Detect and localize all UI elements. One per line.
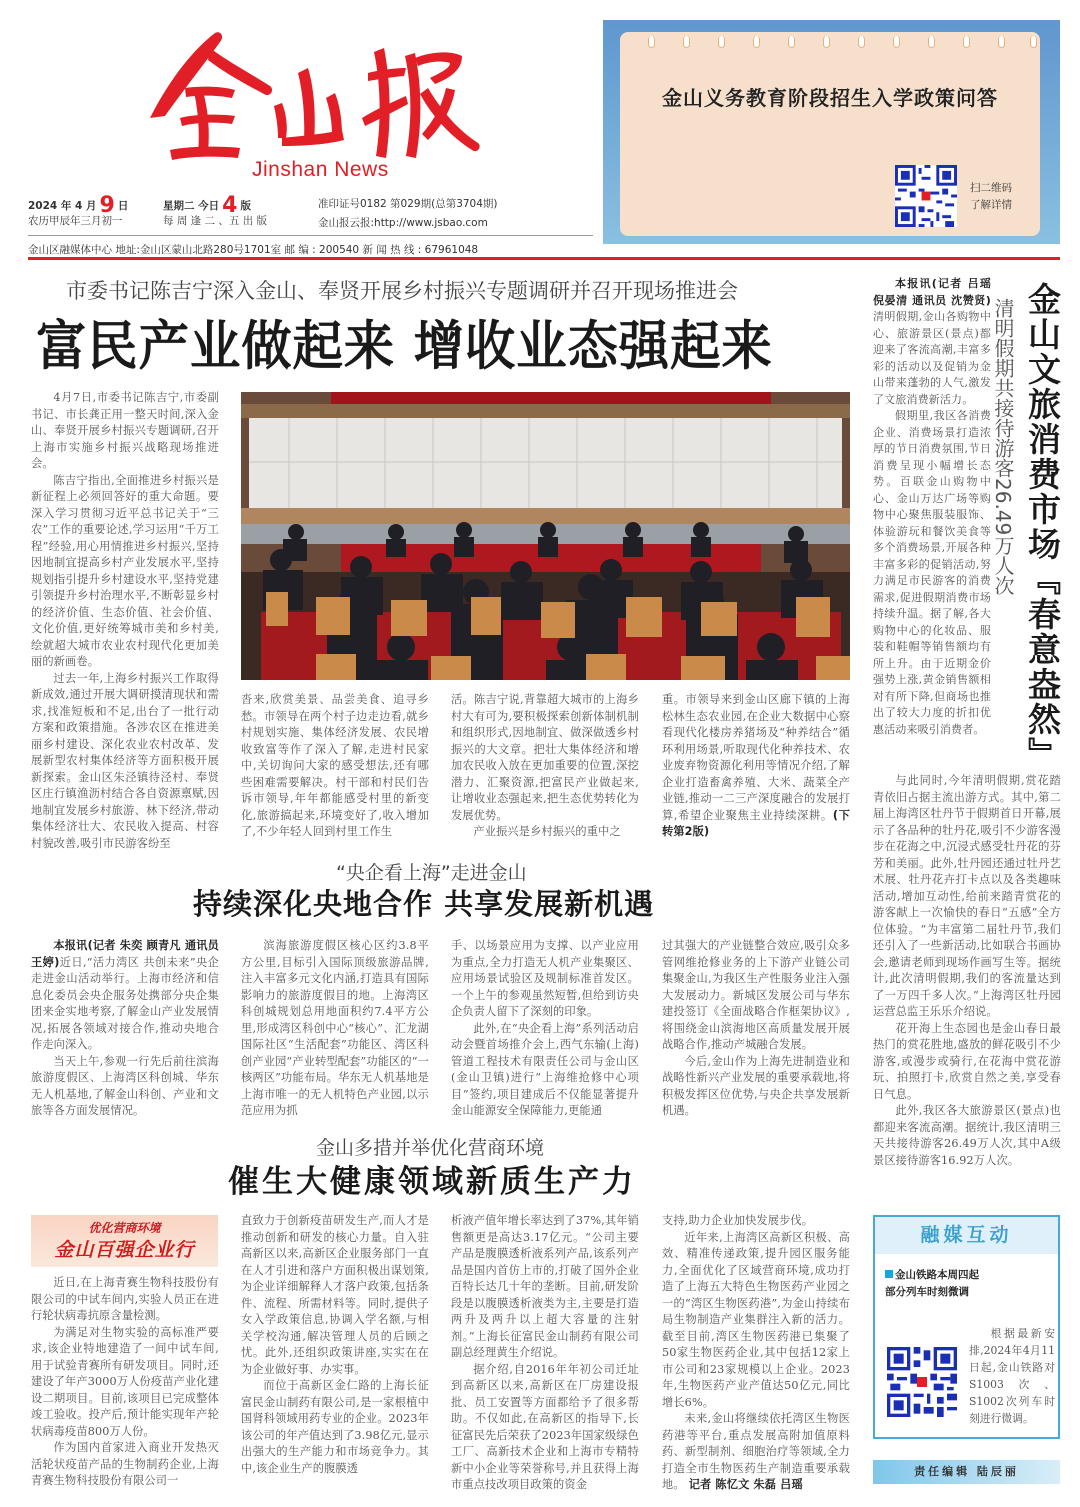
lead-col-2: [241, 692, 429, 841]
story3-col-1: [31, 1275, 219, 1490]
conference-photo-icon: [241, 392, 850, 680]
date-year-month: 2024 年 4 月: [28, 200, 97, 212]
lead-col-4: [662, 692, 850, 841]
address-line: 金山区融媒体中心 地址:金山区蒙山北路280号1701室 邮 编 : 200540 新 闻 热 线 : 67961048: [28, 244, 479, 256]
story3-headline: 催生大健康领域新质生产力: [228, 1164, 636, 1200]
page-suffix: 版: [240, 200, 251, 212]
paragraph: 产业振兴是乡村振兴的重中之: [473, 825, 621, 838]
paragraph: 今后,金山作为上海先进制造业和战略性新兴产业发展的重要承载地,将积极发挥区位优势,与央企共享发展新机遇。: [662, 1054, 850, 1117]
ring-icon: [1030, 36, 1037, 48]
paragraph: 近日,“活力湾区 共创未来”央企走进金山活动举行。上海市经济和信息化委员会央企服务处携部分央企集团来金实地考察,了解金山产业发展情况,拓展各领域对接合作,推动央地合作走向深入。: [31, 955, 219, 1051]
paragraph: 活。陈吉宁说,背靠超大城市的上海乡村大有可为,要积极探索创新体制机制和组织形式,因地制宜、做深做透乡村振兴的大文章。把壮大集体经济和增加农民收入放在更加重要的位置,深挖潜力、汇聚资源,把富民产业做起来,让增收业态强起来,把生态优势转化为发展优势。: [451, 693, 639, 822]
media-item-title[interactable]: [885, 1267, 979, 1301]
ad-title: 金山义务教育阶段招生入学政策问答: [662, 86, 998, 110]
paragraph: 而位于高新区金仁路的上海长征富民金山制药有限公司,是一家根植中国肾科领域用药专业的企业。2023年该公司的年产值达到了3.98亿元,显示出强大的生产能力和市场竞争力。其中,该企业生产的腹膜透: [241, 1379, 429, 1475]
paragraph: 手、以场景应用为支撑、以产业应用为重点,全力打造无人机产业集聚区、应用场景试验区及规制标准首发区。一个上午的参观虽然短暂,但给到访央企负责人留下了深刻的印象。: [451, 939, 639, 1018]
byline: (记者 吕瑶 倪晏清 通讯员 沈赞贤): [873, 277, 991, 307]
paragraph: 直致力于创新疫苗研发生产,而人才是推动创新和研发的核心力量。自入驻高新区以来,高新区企业服务部门一直在人才引进和落户方面积极出谋划策,为企业详细解释人才落户政策,包括条件、流程、所需材料等。同时,提供子女入学政策信息,协调入学名额,与相关学校沟通,解决管理人员的后顾之忧。此外,还组织政策讲座,实实在在为企业做好事、办实事。: [241, 1214, 429, 1376]
paragraph: 过其强大的产业链整合效应,吸引众多管网维抢修业务的上下游产业链公司集聚金山,为我区生产性服务业注入强大发展动力。新城区发展公司与华东建投签订《全面战略合作框架协议》,将围绕金山滨海地区高质量发展开展战略合作,推动产城融合发展。: [662, 939, 850, 1051]
paragraph: 近日,在上海青赛生物科技股份有限公司的中试车间内,实验人员正在进行轮状病毒抗原含量检测。: [31, 1276, 219, 1322]
paragraph: 根据最新安排,2024年4月11日起,金山铁路对S1003次、S1002次列车时刻进行微调。: [969, 1327, 1055, 1425]
signature: 记者 陈忆文 朱磊 吕瑶: [688, 1478, 803, 1491]
paragraph: 假期里,我区各消费企业、消费场景打造浓厚的节日消费氛围,节日消费呈现小幅增长态势。百联金山购物中心、金山万达广场等购物中心聚焦服装服饰、体验游玩和餐饮美食等多个消费场景,开展各种丰富多彩的促销活动,努力满足市民游客的消费需求,促进假期消费市场持续升温。据了解,各大购物中心的化妆品、服装和鞋帽等销售额均有所上升。由于近期金价强势上涨,黄金销售额相对有所下降,但商场也推出了较大力度的折扣优惠活动来吸引消费者。: [873, 409, 991, 736]
cloud-url[interactable]: 金山报云报:http://www.jsbao.com: [318, 217, 488, 229]
media-item-title-line: 金山铁路本周四起: [895, 1269, 979, 1281]
story2-col-2: [241, 938, 429, 1120]
paragraph: 当天上午,参观一行先后前往滨海旅游度假区、上海湾区科创城、华东无人机基地,了解金山科创、产业和文旅等各方面发展情况。: [31, 1054, 219, 1117]
ring-icon: [753, 36, 760, 48]
banner-tagline: 优化营商环境: [88, 1221, 161, 1235]
paragraph: 滨海旅游度假区核心区约3.8平方公里,目标引入国际顶级旅游品牌,注入丰富多元文化内涵,打造具有国际影响力的旅游度假目的地。上海湾区科创城规划总用地面积约7.4平方公里,形成湾区科创中心“核心”、汇龙湖国际社区“生活配套”功能区、湾区科创产业园“产业转型配套”功能区的“一核两区”功能布局。华东无人机基地是上海市唯一的无人机特色产业园,以示范应用为抓: [241, 939, 429, 1117]
paragraph: 此外,我区各大旅游景区(景点)也都迎来客流高潮。据统计,我区清明三天共接待游客26.49万人次,其中A级景区接待游客16.92万人次。: [873, 1104, 1061, 1167]
story2-col-1: [31, 938, 219, 1120]
ad-notepad: [620, 32, 1040, 236]
ring-icon: [683, 36, 690, 48]
qr-code-icon[interactable]: [895, 165, 957, 227]
qr-caption-line: 了解详情: [970, 199, 1012, 211]
lead-col-3: [451, 692, 639, 841]
paragraph: 此外,在“央企看上海”系列活动启动会暨首场推介会上,西气东输(上海)管道工程技术有限责任公司与金山区(金山卫镇)进行“上海维抢修中心项目”签约,项目建成后不仅能显著提升金山能源安全保障能力,更能通: [451, 1021, 639, 1117]
lead-col-1: [31, 390, 219, 852]
qr-caption-line: 扫二维码: [970, 182, 1012, 194]
paragraph: 析液产值年增长率达到了37%,其年销售额更是高达3.17亿元。“公司主要产品是腹膜透析液系列产品,该系列产品是国内首仿上市的,打破了国外企业百特长达几十年的垄断。目前,研发阶段是以腹膜透析液类为主,主要是打造两升及两升以上超大容量的注射剂。”上海长征富民金山制药有限公司副总经理黄生介绍说。: [451, 1214, 639, 1359]
story3-kicker: 金山多措并举优化营商环境: [316, 1137, 545, 1159]
paragraph: 清明假期,金山各购物中心、旅游景区(景点)都迎来了客流高潮,丰富多彩的活动以及促销为金山带来蓬勃的人气,激发了文旅消费新活力。: [873, 310, 991, 406]
story2-col-4: [662, 938, 850, 1120]
paragraph: 过去一年,上海乡村振兴工作取得新成效,通过开展大调研摸清现状和需求,找准短板和不足,出台了一批行动方案和政策措施。各涉农区在推进美丽乡村建设、深化农业农村改革、发展新型农村集体经济等方面积极开展新探索。金山区朱泾镇待泾村、奉贤区庄行镇渔沥村结合各自资源禀赋,因地制宜发展乡村旅游、林下经济,带动集体经济壮大、农民收入提高、村容村貌改善,吸引市民游客纷至: [31, 671, 219, 850]
ring-icon: [963, 36, 970, 48]
paragraph: 作为国内首家进入商业开发热灭活轮状疫苗产品的生物制药企业,上海青赛生物科技股份有限公司一: [31, 1441, 219, 1487]
lead-kicker: 市委书记陈吉宁深入金山、奉贤开展乡村振兴专题调研并召开现场推进会: [66, 279, 738, 303]
date-day: 9: [99, 193, 115, 218]
paragraph: 据介绍,自2016年年初公司迁址到高新区以来,高新区在厂房建设报批、员工安置等方面都给予了很多帮助。不仅如此,在高新区的指导下,长征富民先后荣获了2023年国家级绿色工厂、高新技术企业和上海市专精特新中小企业等荣誉称号,并且获得上海市重点技改项目政策的资金: [451, 1362, 639, 1491]
ring-icon: [998, 36, 1005, 48]
masthead-divider: [28, 235, 593, 236]
page-count: 4: [222, 193, 238, 218]
paragraph: 花开海上生态园也是金山春日最热门的赏花胜地,盛放的鲜花吸引不少游客,或漫步或骑行,在花海中赏花游玩、拍照打卡,欣赏自然之美,享受春日气息。: [873, 1021, 1061, 1101]
ring-icon: [858, 36, 865, 48]
paragraph: 与此同时,今年清明假期,赏花踏青依旧占据主流出游方式。其中,第二届上海湾区牡丹节于假期首日开幕,展示了各品种的牡丹花,吸引不少游客漫步在花海之中,沉浸式感受牡丹花的芬芳和美丽。此外,牡丹园还通过牡丹艺术展、牡丹花卉打卡点以及各类趣味活动,增加互动性,给前来踏青赏花的游客献上一次愉快的春日“五感”全方位体验。“为丰富第二届牡丹节,我们还引入了一些新活动,比如联合书画协会,邀请老师到现场作画写生等。据统计,此次清明假期,我们的客流量达到了一万四千多人次。”上海湾区牡丹园运营总监王乐乐介绍说。: [873, 774, 1061, 1018]
media-interaction-box: [873, 1215, 1060, 1439]
enrollment-policy-ad[interactable]: [603, 20, 1060, 244]
media-item-title-line: 部分列车时刻微调: [885, 1286, 969, 1298]
paragraph: 未来,金山将继续依托湾区生物医药港等平台,重点发展高附加值原料药、新型制剂、细胞治疗等领域,全力打造全市生物医药生产制造重要承载地。: [662, 1412, 850, 1491]
media-item-text: [969, 1325, 1055, 1427]
paragraph: 支持,助力企业加快发展步伐。: [662, 1214, 814, 1227]
qr-caption: [970, 180, 1012, 214]
publishing-schedule: 每 周 逢 二 、五 出 版: [163, 215, 268, 227]
meeting-photo: [241, 392, 850, 680]
paragraph: 重。市领导来到金山区廊下镇的上海松林生态农业园,在企业大数据中心察看现代化楼房养猪场及“种养结合”循环利用场景,听取现代化种养技术、农业废弃物资源化利用等情况介绍,了解企业打造畜禽养殖、大米、蔬菜全产业链,推动一二三产深度融合的发展打算,希望企业聚焦主业持续深耕。: [662, 693, 850, 822]
ring-icon: [718, 36, 725, 48]
ring-icon: [823, 36, 830, 48]
story3-col-3: [451, 1213, 639, 1494]
ring-icon: [788, 36, 795, 48]
masthead-logo: [110, 18, 490, 168]
side-col-top: [873, 276, 991, 738]
masthead-red-rule: [28, 257, 1060, 260]
byline: (记者 朱奕 顾青凡 通讯员 王婷): [31, 939, 219, 969]
paragraph: 为满足对生物实验的高标准严要求,该企业特地建造了一间中试车间,用于试验青赛所有研发项目。同时,还建设了年产3000万人份疫苗产业化建设二期项目。目前,该项目已完成整体竣工验收。投产后,预计能实现年产轮状病毒疫苗800万人份。: [31, 1325, 219, 1438]
qr-code-icon[interactable]: [887, 1347, 957, 1417]
media-box-title: 融媒互动: [875, 1217, 1058, 1254]
story2-col-3: [451, 938, 639, 1120]
banner-title: 金山百强企业行: [54, 1239, 195, 1261]
paragraph: 4月7日,市委书记陈吉宁,市委副书记、市长龚正用一整天时间,深入金山、奉贤开展乡村振兴专题调研,召开上海市实施乡村振兴战略现场推进会。: [31, 391, 219, 470]
paragraph: 近年来,上海湾区高新区积极、高效、精准传递政策,提升园区服务能力,全面优化了区域营商环境,成功打造了上海五大特色生物医药产业园之一的“湾区生物医药港”,为金山持续布局生物制造产业集群注入新的活力。截至目前,湾区生物医药港已集聚了50家生物医药企业,其中包括12家上市公司和23家规模以上企业。2023年,生物医药产业产值达50亿元,同比增长6%。: [662, 1230, 850, 1409]
paragraph: 陈吉宁指出,全面推进乡村振兴是新征程上必须回答好的重大命题。要深入学习贯彻习近平总书记关于“三农”工作的重要论述,学习运用“千万工程”经验,用心用情推进乡村振兴,坚持因地制宜提高乡村产业发展水平,坚持规划指引提升乡村建设水平,坚持党建引领提升乡村治理水平,不断彰显乡村的经济价值、生态价值、社会价值、文化价值,更好统筹城市美和乡村美,绘就超大城市农业农村现代化更加美丽的新画卷。: [31, 473, 219, 668]
permit-number: 准印证号0182 第029期(总第3704期): [318, 198, 498, 210]
story3-col-2: [241, 1213, 429, 1477]
calligraphy-logo-icon: [110, 18, 490, 168]
ring-icon: [648, 36, 655, 48]
lead-headline: 富民产业做起来 增收业态强起来: [36, 316, 773, 377]
side-subhead: 清明假期共接待游客26.49万人次: [991, 298, 1015, 596]
story2-kicker: “央企看上海”走进金山: [336, 862, 527, 884]
column-banner: [31, 1215, 218, 1267]
responsible-editor: 责任编辑 陆辰丽: [873, 1460, 1060, 1484]
side-headline: 金山文旅消费市场『春意盎然』: [1023, 282, 1062, 772]
story2-headline: 持续深化央地合作 共享发展新机遇: [193, 887, 655, 921]
story3-col-4: [662, 1213, 850, 1494]
masthead-title-en: Jinshan News: [252, 158, 389, 181]
date-suffix: 日: [117, 200, 129, 212]
byline-lead: 本报讯: [53, 939, 88, 952]
lunar-date: 农历甲辰年三月初一: [28, 215, 123, 227]
continued-link[interactable]: (下转第2版): [662, 808, 850, 838]
square-bullet-icon: [885, 1270, 893, 1278]
weekday: 星期二 今日: [163, 200, 220, 212]
ring-icon: [928, 36, 935, 48]
ring-icon: [893, 36, 900, 48]
paragraph: 沓来,欣赏美景、品尝美食、追寻乡愁。市领导在两个村子边走边看,就乡村规划实施、集体经济发展、农民增收致富等作了深入了解,走进村民家中,关切询问大家的感受想法,还有哪些困难需要解决。村干部和村民们告诉市领导,年年都能感受村里的新变化,旅游搞起来,环境变好了,收入增加了,不少年轻人回到村里工作生: [241, 693, 429, 838]
side-col-bottom: [873, 773, 1061, 1169]
byline-lead: 本报讯: [895, 277, 932, 290]
